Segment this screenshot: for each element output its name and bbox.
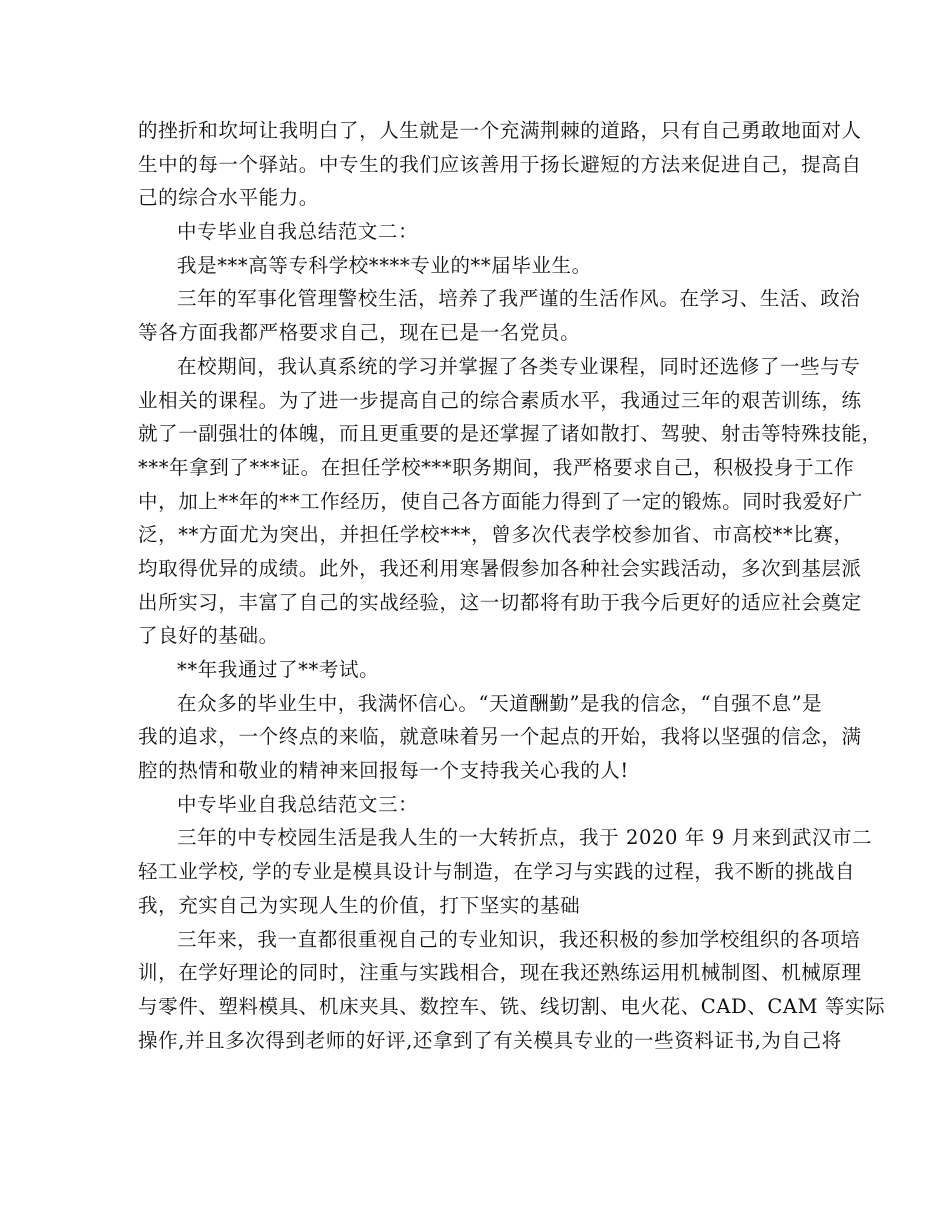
section-heading: 中专毕业自我总结范文二： <box>177 220 419 244</box>
text-line: 均取得优异的成绩。此外，我还利用寒暑假参加各种社会实践活动，多次到基层派 <box>138 556 862 580</box>
text-line: 训，在学好理论的同时，注重与实践相合，现在我还熟练运用机械制图、机械原理 <box>138 961 862 985</box>
section-heading: 中专毕业自我总结范文三： <box>177 792 419 816</box>
text-line: 三年的中专校园生活是我人生的一大转折点，我于 2020 年 9 月来到武汉市二 <box>177 826 873 850</box>
text-line: 己的综合水平能力。 <box>138 186 319 210</box>
text-line: 了良好的基础。 <box>138 624 279 648</box>
text-line: 轻工业学校, 学的专业是模具设计与制造，在学习与实践的过程，我不断的挑战自 <box>138 860 856 884</box>
text-line: 在众多的毕业生中，我满怀信心。“天道酬勤”是我的信念，“自强不息”是 <box>177 691 823 715</box>
text-line: 三年的军事化管理警校生活，培养了我严谨的生活作风。在学习、生活、政治 <box>177 287 861 311</box>
text-line: 出所实习，丰富了自己的实战经验，这一切都将有助于我今后更好的适应社会奠定 <box>138 590 862 614</box>
document-body <box>138 114 886 1057</box>
text-line: ***年拿到了***证。在担任学校***职务期间，我严格要求自己，积极投身于工作 <box>138 455 855 479</box>
text-line: 泛，**方面尤为突出，并担任学校***，曾多次代表学校参加省、市高校**比赛， <box>138 523 854 547</box>
text-line: 与零件、塑料模具、机床夹具、数控车、铣、线切割、电火花、CAD、CAM 等实际 <box>138 994 886 1018</box>
text-line: **年我通过了**考试。 <box>177 658 380 681</box>
text-line: 等各方面我都严格要求自己，现在已是一名党员。 <box>138 321 581 345</box>
text-line: 中，加上**年的**工作经历，使自己各方面能力得到了一定的锻炼。同时我爱好广 <box>138 489 863 513</box>
text-line: 我的追求，一个终点的来临，就意味着另一个起点的开始，我将以坚强的信念，满 <box>138 725 862 749</box>
text-line: 我是***高等专科学校****专业的**届毕业生。 <box>177 253 592 277</box>
text-line: 操作,并且多次得到老师的好评,还拿到了有关模具专业的一些资料证书,为自己将 <box>138 1028 842 1052</box>
text-line: 我，充实自己为实现人生的价值，打下坚实的基础 <box>138 893 581 917</box>
text-line: 腔的热情和敬业的精神来回报每一个支持我关心我的人! <box>138 759 629 783</box>
text-line: 就了一副强壮的体魄，而且更重要的是还掌握了诸如散打、驾驶、射击等特殊技能， <box>138 422 882 446</box>
text-line: 业相关的课程。为了进一步提高自己的综合素质水平，我通过三年的艰苦训练，练 <box>138 388 862 412</box>
text-line: 三年来，我一直都很重视自己的专业知识，我还积极的参加学校组织的各项培 <box>177 927 861 951</box>
text-line: 的挫折和坎坷让我明白了，人生就是一个充满荆棘的道路，只有自己勇敢地面对人 <box>138 119 862 142</box>
text-line: 在校期间，我认真系统的学习并掌握了各类专业课程，同时还选修了一些与专 <box>177 354 861 378</box>
text-line: 生中的每一个驿站。中专生的我们应该善用于扬长避短的方法来促进自己，提高自 <box>138 152 862 176</box>
